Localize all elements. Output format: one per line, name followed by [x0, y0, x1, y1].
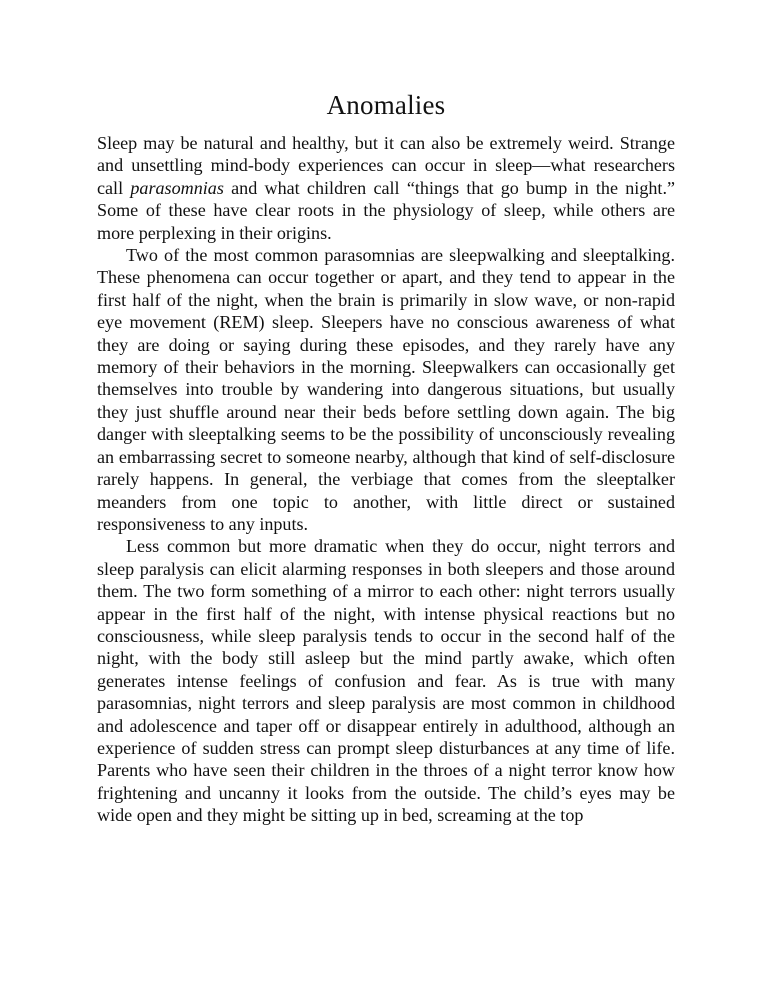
paragraph-night-terrors: Less common but more dramatic when they do occur, night terrors and sleep paralysis can elicit alarming responses in both sleepers and those around them. The two form something of a mirror to each other: night terrors usually appear in the first half of the night, with intense physical reactions but no consciousness, while sleep paralysis tends to occur in the second half of the night, with the body still asleep but the mind partly awake, which often generates intense feelings of confusion and fear. As is true with many parasomnias, night terrors and sleep paralysis are most common in childhood and adolescence and taper off or disappear entirely in adulthood, although an experience of sudden stress can prompt sleep disturbances at any time of life. Parents who have seen their children in the throes of a night terror know how frightening and uncanny it looks from the outside. The child’s eyes may be wide open and they might be sitting up in bed, screaming at the top — [97, 536, 675, 826]
paragraph-intro-text-start: Sleep may be natural and healthy, but it can also be extremely weird. Strange and unsettling mind-body experiences can occur in sleep—what researchers call — [97, 133, 675, 198]
paragraph-sleepwalking: Two of the most common parasomnias are sleepwalking and sleeptalking. These phenomena can occur together or apart, and they tend to appear in the first half of the night, when the brain is primarily in slow wave, or non-rapid eye movement (REM) sleep. Sleepers have no conscious awareness of what they are doing or saying during these episodes, and they rarely have any memory of their behaviors in the morning. Sleepwalkers can occasionally get themselves into trouble by wandering into dangerous situations, but usually they just shuffle around near their beds before settling down again. The big danger with sleeptalking seems to be the possibility of unconsciously revealing an embarrassing secret to someone nearby, although that kind of self-disclosure rarely happens. In general, the verbiage that comes from the sleeptalker meanders from one topic to another, with little direct or sustained responsiveness to any inputs. — [97, 245, 675, 534]
paragraph-intro — [97, 132, 675, 244]
page-title: Anomalies — [326, 90, 446, 120]
document-page — [97, 88, 675, 827]
paragraph-intro-text-end: and what children call “things that go bump in the night.” Some of these have clear roots in the physiology of sleep, while others are more perplexing in their origins. — [97, 177, 675, 243]
emphasis-term: parasomnias — [130, 177, 224, 198]
